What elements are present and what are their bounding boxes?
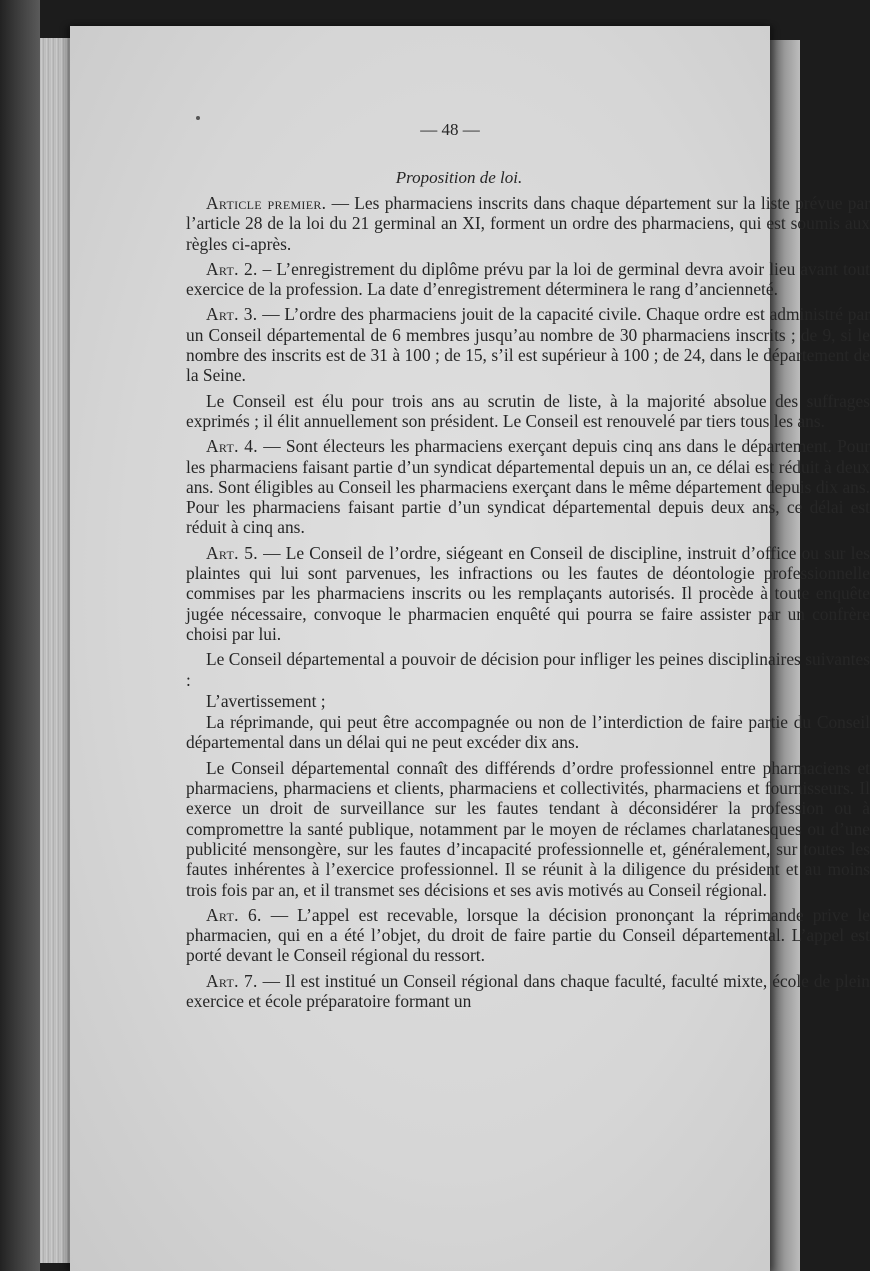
article-paragraph: [186, 259, 870, 300]
page-number: — 48 —: [420, 120, 480, 139]
document-title: Proposition de loi.: [395, 168, 523, 187]
article-heading: Article premier.: [206, 193, 327, 213]
article-heading: Art. 2.: [206, 258, 258, 279]
paragraph-text: Le Conseil est élu pour trois ans au scrutin de liste, à la majorité absolue des suffrages exprimés ; il élit annuellement son président. Le Conseil est renouvelé par tiers tous les ans.: [186, 390, 870, 431]
paragraph-text: — L’ordre des pharmaciens jouit de la capacité civile. Chaque ordre est administré par un Conseil départemental de 6 membres jusqu’au nombre de 30 pharmaciens inscrits ; de 9, si le nombre des inscrits est de 31 à 100 ; de 15, s’il est supérieur à 100 ; de 24, dans le département de la Seine.: [186, 304, 870, 386]
article-paragraph: [186, 905, 870, 966]
article-paragraph: [186, 543, 870, 644]
paragraph-text: — Le Conseil de l’ordre, siégeant en Conseil de discipline, instruit d’office ou sur les plaintes qui lui sont parvenues, les infractions ou les fautes de déontologie professionnelle commises par les pharmaciens inscrits ou les remplaçants autorisés. Il procède à toute enquête jugée nécessaire, convoque le pharmacien enquêté qui pourra se faire assister par un confrère choisi par lui.: [186, 542, 870, 644]
article-paragraph: [186, 436, 870, 537]
paragraph-text: — Les pharmaciens inscrits dans chaque département sur la liste prévue par l’article 28 de la loi du 21 germinal an XI, forment un ordre des pharmaciens, qui est soumis aux règles ci-après.: [186, 193, 870, 254]
paragraph-text: — L’appel est recevable, lorsque la décision prononçant la réprimande prive le pharmacien, qui en a été l’objet, du droit de faire partie du Conseil départemental. L’appel est porté devant le Conseil régional du ressort.: [186, 904, 870, 966]
paragraph-text: – L’enregistrement du diplôme prévu par la loi de germinal devra avoir lieu avant tout exercice de la profession. La date d’enregistrement déterminera le rang d’ancienneté.: [186, 258, 870, 300]
article-paragraph: [186, 193, 870, 254]
paragraph-text: — Sont électeurs les pharmaciens exerçant depuis cinq ans dans le département. Pour les pharmaciens faisant partie d’un syndicat départemental depuis un an, ce délai est réduit à deux ans. Sont éligibles au Conseil les pharmaciens exerçant dans le même département depuis dix ans. Pour les pharmaciens faisant partie d’un syndicat départemental depuis deux ans, ce délai est réduit à cinq ans.: [186, 436, 870, 538]
body-paragraph: [186, 649, 870, 690]
paragraph-text: La réprimande, qui peut être accompagnée ou non de l’interdiction de faire partie du Conseil départemental dans un délai qui ne peut excéder dix ans.: [186, 712, 870, 753]
article-heading: Art. 7.: [206, 970, 258, 991]
article-paragraph: [186, 971, 870, 1012]
book-spine: [0, 0, 40, 1271]
paragraph-text: L’avertissement ;: [206, 690, 326, 711]
article-paragraph: [186, 304, 870, 385]
paragraph-text: Le Conseil départemental a pouvoir de décision pour infliger les peines disciplinaires suivantes :: [186, 649, 870, 690]
paragraph-text: Le Conseil départemental connaît des différends d’ordre professionnel entre pharmaciens et pharmaciens, pharmaciens et clients, pharmaciens et collectivités, pharmaciens et fournisseurs. Il exerce un droit de surveillance sur les fautes tendant à déconsidérer la profession ou à compromettre la santé publique, notamment par le moyen de réclames charlatanesques ou d’une publicité mensongère, sur les fautes d’incapacité professionnelle et, généralement, sur toutes les fautes inhérentes à l’exercice professionnel. Il se réunit à la diligence du président et au moins trois fois par an, et il transmet ses décisions et ses avis motivés au Conseil régional.: [186, 757, 870, 900]
article-heading: Art. 4.: [206, 436, 258, 457]
paragraph-text: — Il est institué un Conseil régional dans chaque faculté, faculté mixte, école de plein exercice et école préparatoire formant un: [186, 970, 870, 1011]
body-paragraph: [186, 691, 870, 711]
body-paragraph: [186, 391, 870, 432]
article-body: [186, 193, 870, 1016]
article-heading: Art. 3.: [206, 304, 258, 325]
body-paragraph: [186, 712, 870, 753]
article-heading: Art. 6.: [206, 904, 262, 925]
body-paragraph: [186, 758, 870, 900]
article-heading: Art. 5.: [206, 542, 258, 563]
